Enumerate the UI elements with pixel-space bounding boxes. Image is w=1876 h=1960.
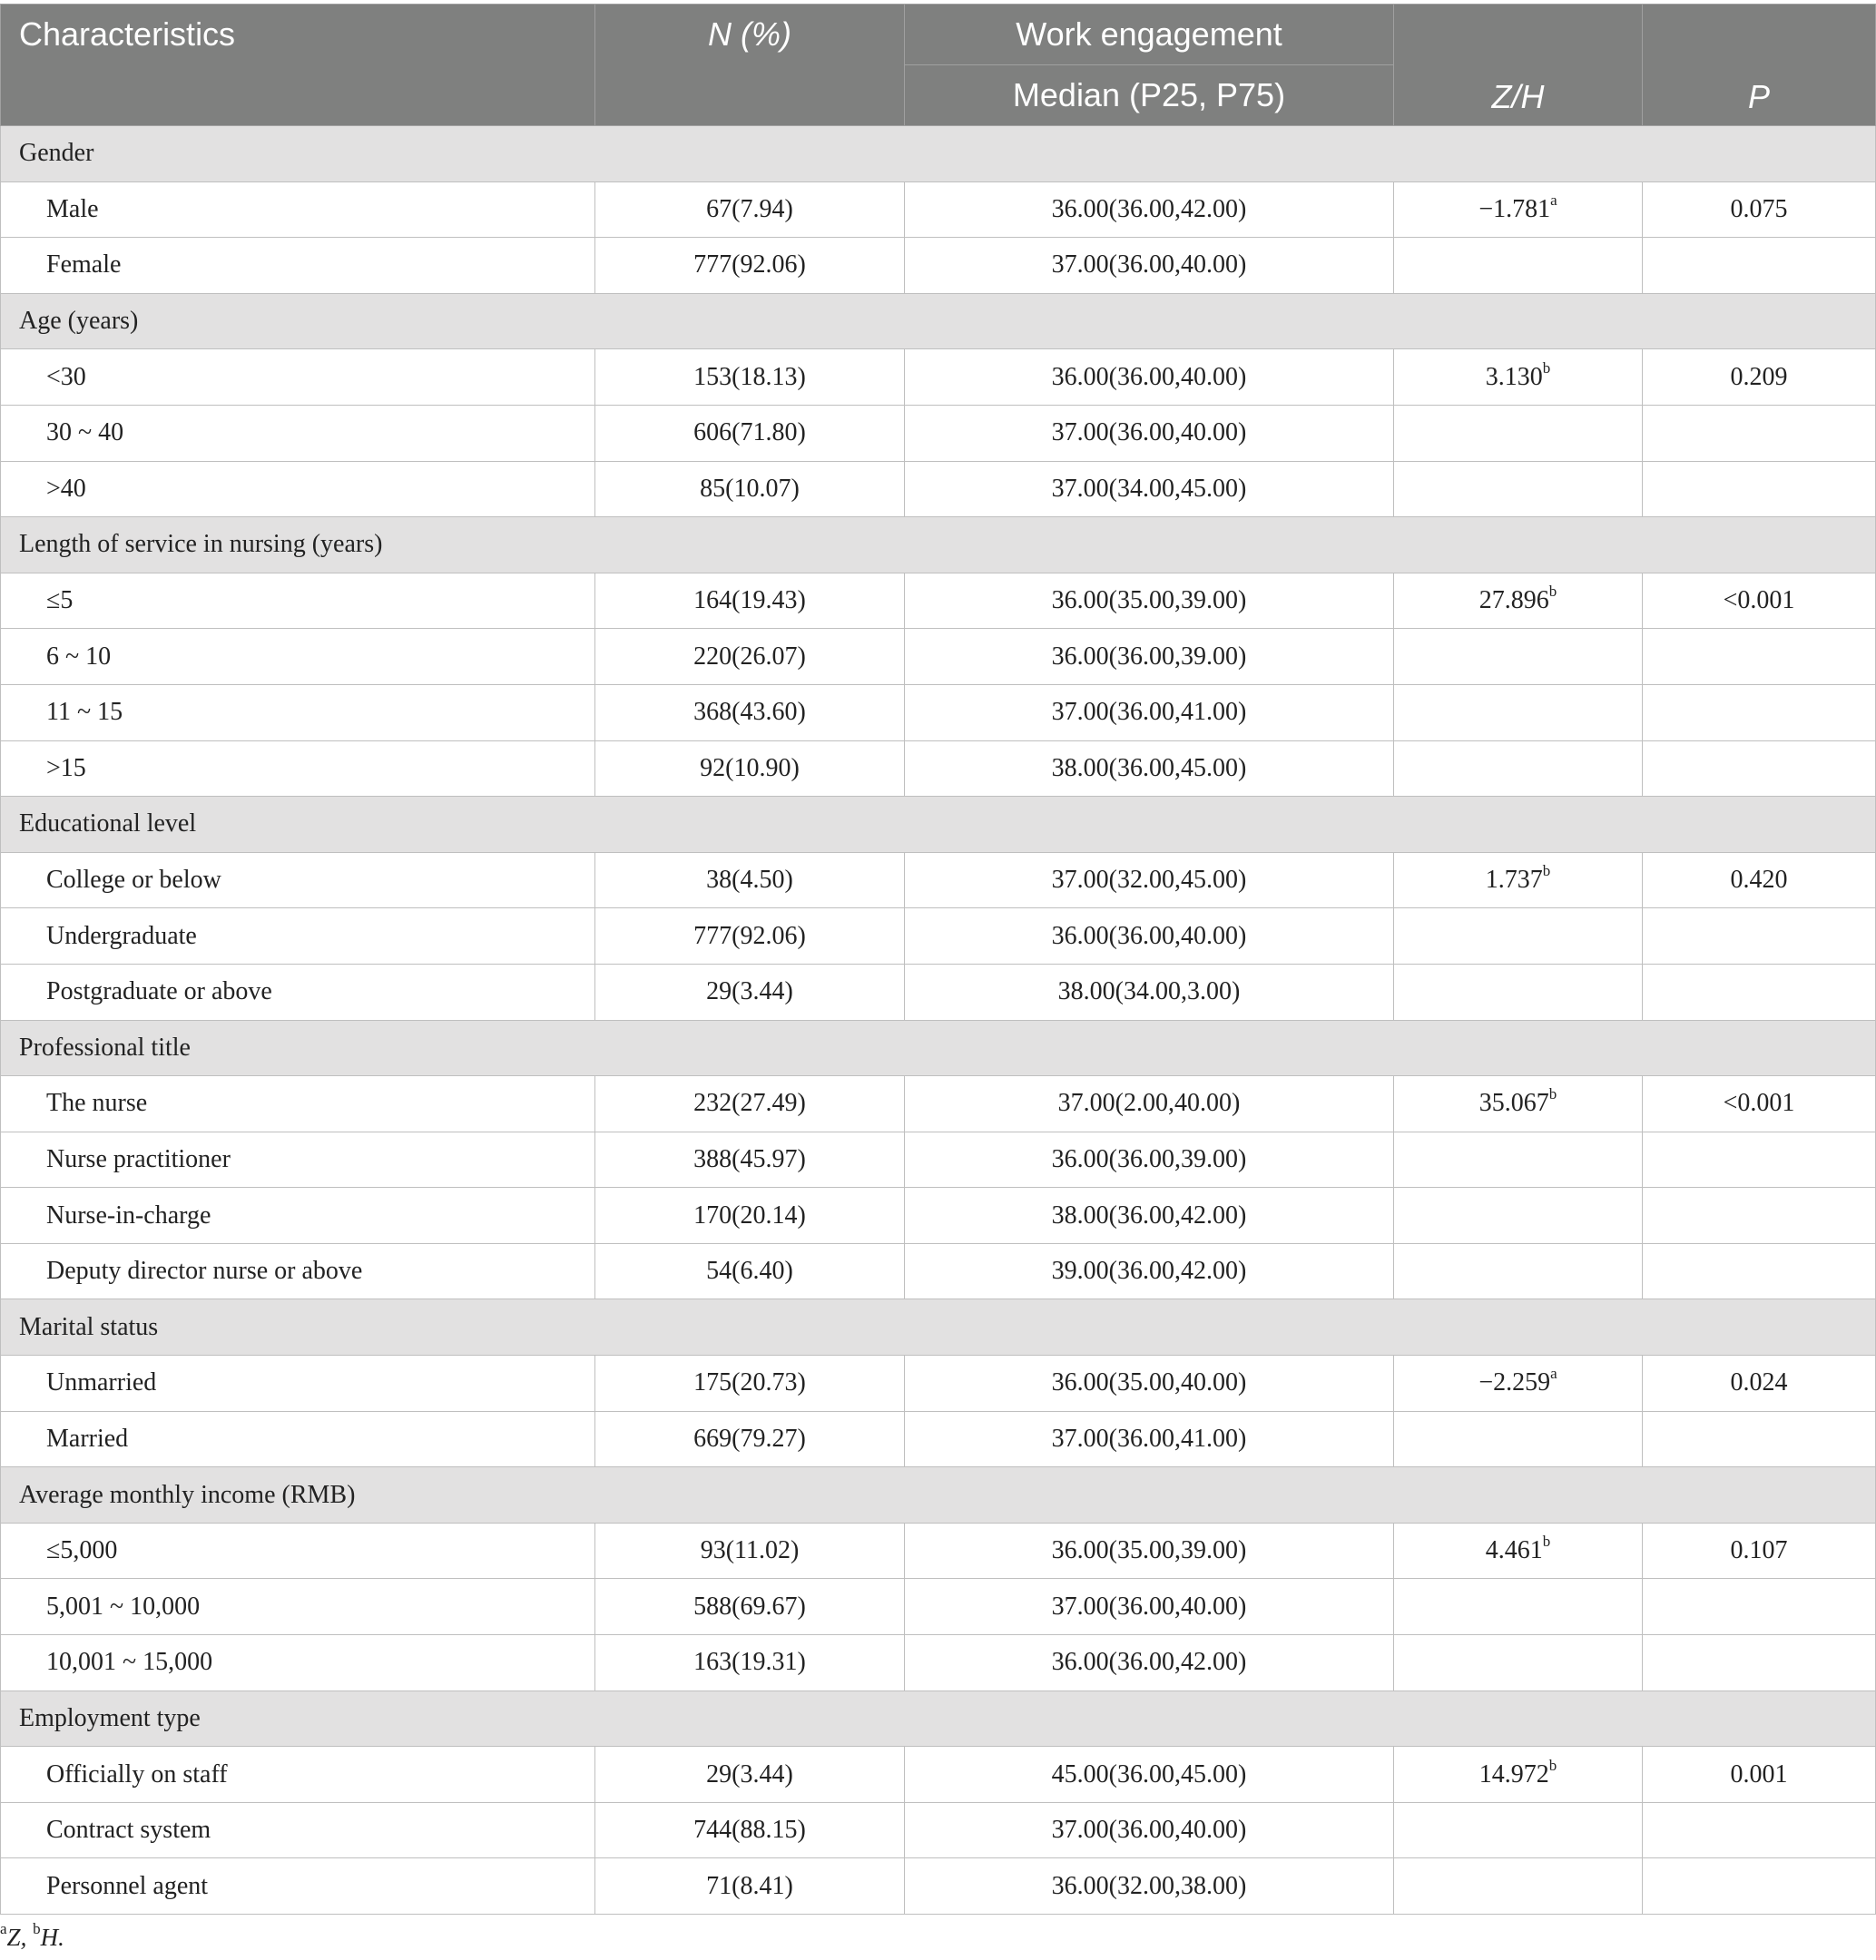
row-median: 45.00(36.00,45.00) [905,1747,1394,1803]
row-statistic [1394,684,1643,740]
row-n-percent: 85(10.07) [595,461,905,517]
group-row [1,1020,1876,1076]
row-item: 11 ~ 15 [1,684,595,740]
group-row [1,1467,1876,1524]
row-n-percent: 67(7.94) [595,181,905,238]
row-item: Personnel agent [1,1858,595,1915]
header-characteristics: Characteristics [1,5,595,126]
row-item: Female [1,238,595,294]
row-n-percent: 777(92.06) [595,238,905,294]
row-p-value: 0.075 [1643,181,1876,238]
row-p-value: <0.001 [1643,1076,1876,1132]
table-row [1,629,1876,685]
row-n-percent: 163(19.31) [595,1635,905,1691]
row-p-value: 0.001 [1643,1747,1876,1803]
row-p-value [1643,238,1876,294]
statistic-value: −1.781 [1478,194,1551,223]
row-item: ≤5 [1,573,595,629]
row-statistic [1394,1356,1643,1412]
footnote-a-text: Z, [6,1924,34,1951]
table-row [1,740,1876,797]
row-median: 36.00(36.00,40.00) [905,908,1394,965]
row-median: 39.00(36.00,42.00) [905,1243,1394,1299]
table-row [1,349,1876,406]
row-statistic [1394,964,1643,1020]
row-n-percent: 29(3.44) [595,1747,905,1803]
statistic-superscript: b [1542,862,1551,880]
row-p-value [1643,1802,1876,1858]
row-item: Nurse practitioner [1,1132,595,1188]
row-p-value [1643,461,1876,517]
row-statistic [1394,1411,1643,1467]
row-median: 36.00(36.00,42.00) [905,1635,1394,1691]
row-item: >40 [1,461,595,517]
table-row [1,684,1876,740]
row-n-percent: 38(4.50) [595,852,905,908]
row-n-percent: 164(19.43) [595,573,905,629]
row-n-percent: 777(92.06) [595,908,905,965]
statistic-value: 14.972 [1478,1759,1549,1788]
row-item: The nurse [1,1076,595,1132]
row-item: Undergraduate [1,908,595,965]
row-n-percent: 606(71.80) [595,405,905,461]
header-median: Median (P25, P75) [905,65,1394,126]
row-median: 37.00(2.00,40.00) [905,1076,1394,1132]
table-row [1,1579,1876,1635]
table-footnote [0,1920,64,1952]
group-row [1,126,1876,182]
row-median: 37.00(34.00,45.00) [905,461,1394,517]
row-p-value: 0.420 [1643,852,1876,908]
row-statistic [1394,1076,1643,1132]
table-row [1,1635,1876,1691]
row-item: Unmarried [1,1356,595,1412]
statistic-superscript: a [1550,1365,1557,1383]
statistic-superscript: b [1548,1756,1557,1774]
row-statistic [1394,349,1643,406]
group-label: Marital status [1,1299,1876,1356]
row-item: Married [1,1411,595,1467]
row-p-value [1643,1635,1876,1691]
table-row [1,181,1876,238]
row-item: ≤5,000 [1,1523,595,1579]
statistic-superscript: a [1550,191,1557,209]
row-median: 36.00(35.00,39.00) [905,1523,1394,1579]
row-p-value [1643,1243,1876,1299]
group-row [1,293,1876,349]
row-n-percent: 220(26.07) [595,629,905,685]
table-row [1,238,1876,294]
row-n-percent: 93(11.02) [595,1523,905,1579]
table-row [1,1411,1876,1467]
table-row [1,405,1876,461]
row-median: 38.00(34.00,3.00) [905,964,1394,1020]
row-p-value [1643,684,1876,740]
header-n-percent: N (%) [595,5,905,126]
row-n-percent: 669(79.27) [595,1411,905,1467]
row-item: Nurse-in-charge [1,1188,595,1244]
row-n-percent: 368(43.60) [595,684,905,740]
row-p-value: 0.209 [1643,349,1876,406]
header-work-engagement: Work engagement [905,5,1394,65]
row-n-percent: 54(6.40) [595,1243,905,1299]
group-label: Average monthly income (RMB) [1,1467,1876,1524]
header-p: P [1643,5,1876,126]
table-row [1,1243,1876,1299]
table-row [1,461,1876,517]
table-row [1,1523,1876,1579]
row-median: 36.00(36.00,40.00) [905,349,1394,406]
row-median: 38.00(36.00,42.00) [905,1188,1394,1244]
row-item: College or below [1,852,595,908]
row-median: 36.00(32.00,38.00) [905,1858,1394,1915]
row-n-percent: 153(18.13) [595,349,905,406]
row-item: 10,001 ~ 15,000 [1,1635,595,1691]
row-statistic [1394,1858,1643,1915]
row-p-value [1643,1188,1876,1244]
row-median: 36.00(35.00,39.00) [905,573,1394,629]
row-p-value [1643,405,1876,461]
group-row [1,517,1876,573]
row-p-value [1643,740,1876,797]
row-median: 36.00(36.00,42.00) [905,181,1394,238]
row-statistic [1394,852,1643,908]
table-row [1,1356,1876,1412]
statistic-value: 3.130 [1485,362,1543,391]
statistic-superscript: b [1542,1533,1551,1551]
row-item: 5,001 ~ 10,000 [1,1579,595,1635]
statistic-value: 1.737 [1485,866,1543,895]
row-median: 37.00(36.00,40.00) [905,1802,1394,1858]
statistic-superscript: b [1548,583,1557,601]
row-item: Contract system [1,1802,595,1858]
table-container [0,4,1876,1915]
row-median: 37.00(32.00,45.00) [905,852,1394,908]
statistic-value: −2.259 [1478,1368,1551,1397]
row-median: 36.00(36.00,39.00) [905,1132,1394,1188]
row-statistic [1394,1243,1643,1299]
row-n-percent: 232(27.49) [595,1076,905,1132]
group-label: Gender [1,126,1876,182]
row-n-percent: 71(8.41) [595,1858,905,1915]
row-median: 37.00(36.00,41.00) [905,1411,1394,1467]
characteristics-table [0,4,1876,1915]
statistic-value: 4.461 [1485,1536,1543,1565]
footnote-b-mark: b [33,1920,41,1937]
row-p-value: <0.001 [1643,573,1876,629]
row-statistic [1394,1523,1643,1579]
row-statistic [1394,1579,1643,1635]
table-row [1,1802,1876,1858]
row-statistic [1394,908,1643,965]
table-body [1,126,1876,1915]
footnote-b-text: H. [40,1924,64,1951]
table-row [1,1747,1876,1803]
table-row [1,1858,1876,1915]
row-n-percent: 588(69.67) [595,1579,905,1635]
row-n-percent: 744(88.15) [595,1802,905,1858]
table-row [1,964,1876,1020]
row-n-percent: 170(20.14) [595,1188,905,1244]
row-statistic [1394,1188,1643,1244]
row-item: <30 [1,349,595,406]
row-p-value [1643,1411,1876,1467]
group-row [1,797,1876,853]
statistic-superscript: b [1548,1085,1557,1103]
statistic-value: 27.896 [1478,586,1549,615]
table-row [1,1076,1876,1132]
row-p-value: 0.107 [1643,1523,1876,1579]
row-p-value [1643,964,1876,1020]
row-median: 37.00(36.00,40.00) [905,1579,1394,1635]
row-statistic [1394,1635,1643,1691]
row-item: Deputy director nurse or above [1,1243,595,1299]
row-item: Officially on staff [1,1747,595,1803]
row-statistic [1394,573,1643,629]
row-median: 36.00(36.00,39.00) [905,629,1394,685]
row-statistic [1394,740,1643,797]
group-row [1,1299,1876,1356]
table-row [1,1188,1876,1244]
table-header [1,5,1876,126]
row-statistic [1394,1802,1643,1858]
row-median: 38.00(36.00,45.00) [905,740,1394,797]
group-label: Length of service in nursing (years) [1,517,1876,573]
table-row [1,573,1876,629]
row-statistic [1394,181,1643,238]
row-median: 37.00(36.00,40.00) [905,405,1394,461]
row-statistic [1394,1747,1643,1803]
table-row [1,852,1876,908]
row-p-value [1643,1579,1876,1635]
statistic-superscript: b [1542,358,1551,377]
row-p-value [1643,908,1876,965]
group-label: Professional title [1,1020,1876,1076]
footnote-a-mark: a [0,1920,7,1937]
row-item: Postgraduate or above [1,964,595,1020]
table-row [1,1132,1876,1188]
row-statistic [1394,1132,1643,1188]
row-n-percent: 29(3.44) [595,964,905,1020]
row-statistic [1394,629,1643,685]
row-p-value [1643,629,1876,685]
row-p-value [1643,1858,1876,1915]
statistic-value: 35.067 [1478,1089,1549,1118]
row-statistic [1394,405,1643,461]
group-label: Employment type [1,1690,1876,1747]
row-n-percent: 388(45.97) [595,1132,905,1188]
row-median: 37.00(36.00,41.00) [905,684,1394,740]
row-n-percent: 92(10.90) [595,740,905,797]
row-item: Male [1,181,595,238]
header-z-h: Z/H [1394,5,1643,126]
row-median: 36.00(35.00,40.00) [905,1356,1394,1412]
row-p-value [1643,1132,1876,1188]
group-label: Educational level [1,797,1876,853]
row-n-percent: 175(20.73) [595,1356,905,1412]
group-label: Age (years) [1,293,1876,349]
group-row [1,1690,1876,1747]
row-statistic [1394,461,1643,517]
row-item: >15 [1,740,595,797]
row-statistic [1394,238,1643,294]
row-p-value: 0.024 [1643,1356,1876,1412]
row-median: 37.00(36.00,40.00) [905,238,1394,294]
row-item: 6 ~ 10 [1,629,595,685]
table-row [1,908,1876,965]
row-item: 30 ~ 40 [1,405,595,461]
